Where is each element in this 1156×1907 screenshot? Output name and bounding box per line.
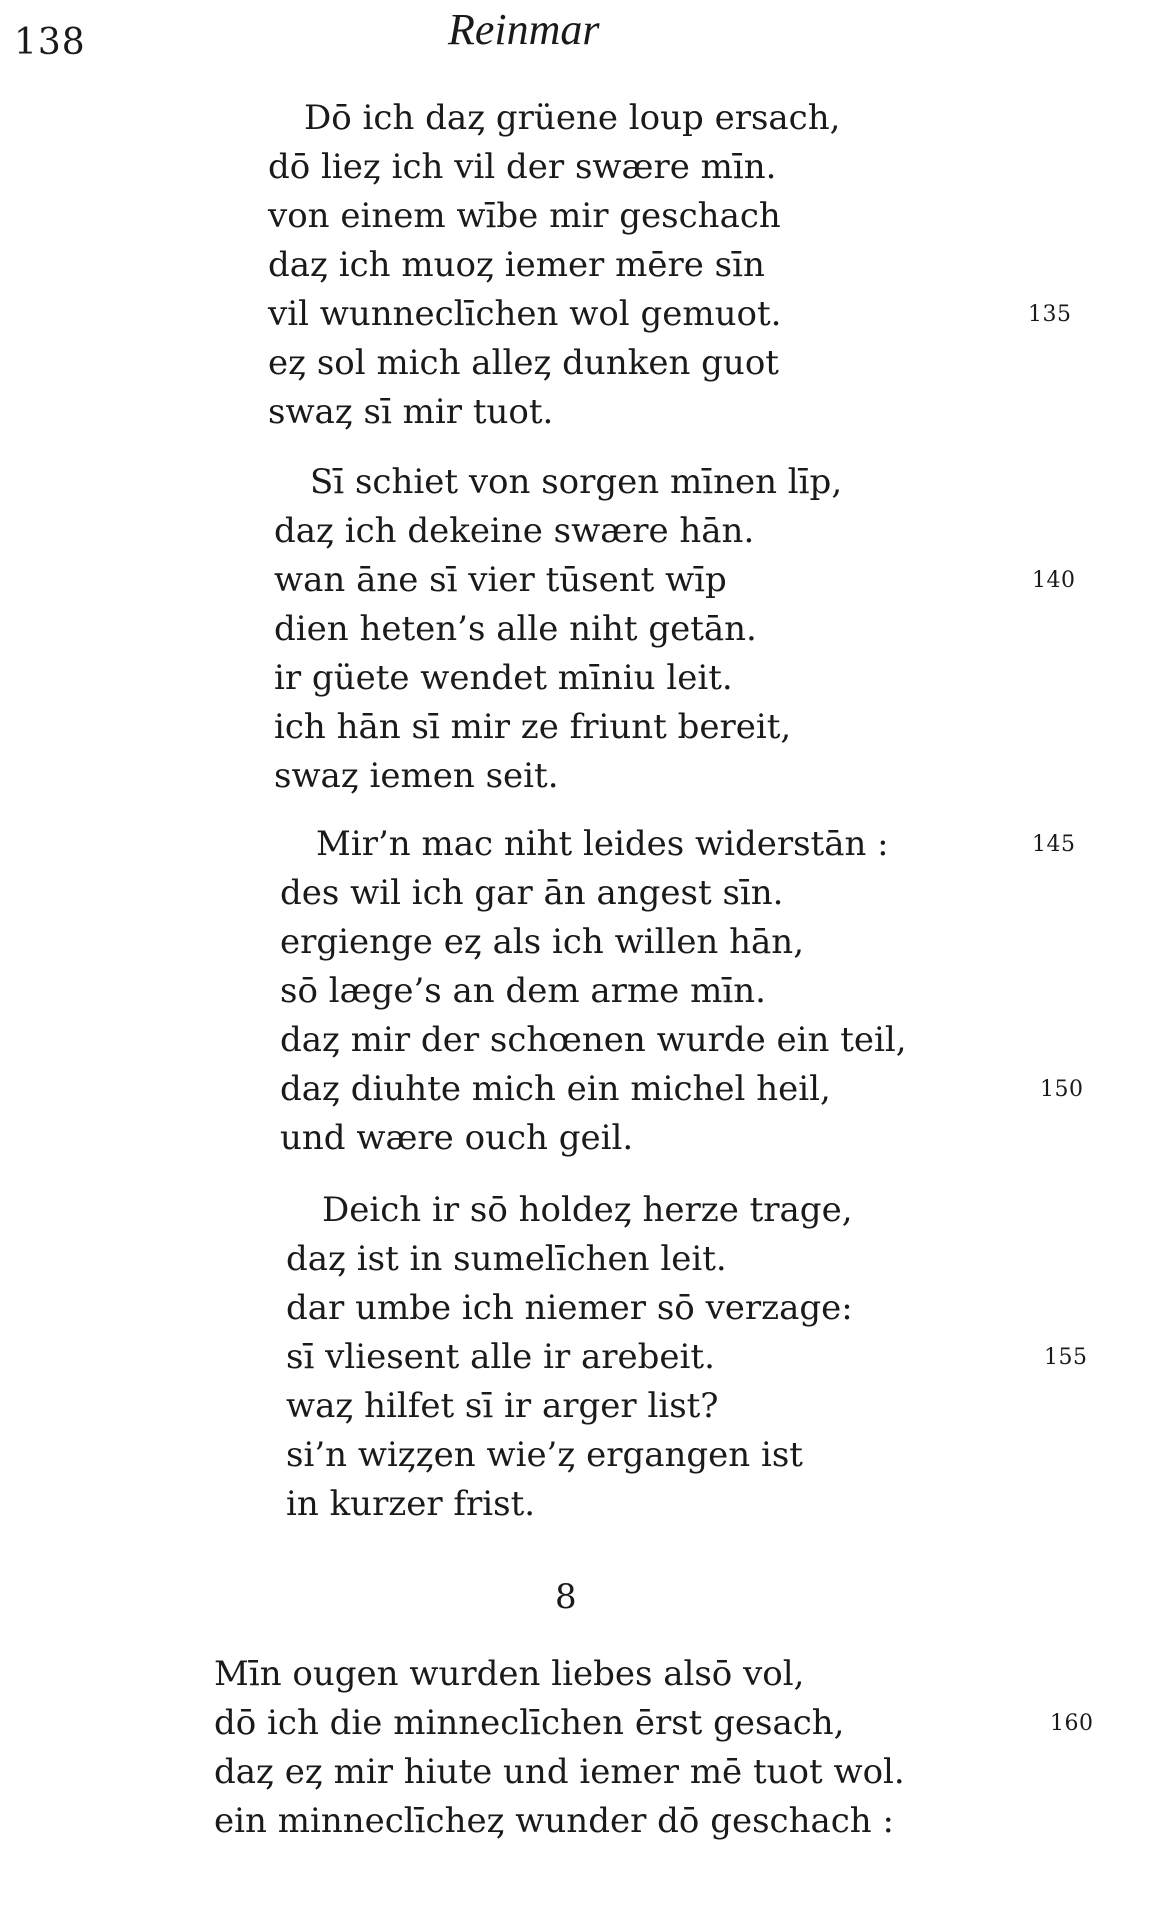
verse-line [280, 869, 1080, 918]
line-number: 145 [1032, 832, 1076, 857]
verse-text: sī vliesent alle ir arebeit. [286, 1337, 715, 1377]
verse-text: daȥ mir der schœnen wurde ein teil, [280, 1020, 907, 1060]
page-header [0, 0, 1156, 70]
line-number: 135 [1028, 302, 1072, 327]
verse-line [280, 918, 1080, 967]
verse-line [214, 1699, 1094, 1748]
verse-text: Sī schiet von sorgen mīnen līp, [310, 462, 843, 502]
line-number: 160 [1050, 1711, 1094, 1736]
verse-text: dō lieȥ ich vil der swære mīn. [268, 147, 777, 187]
verse-text: und wære ouch geil. [280, 1118, 634, 1158]
stanza-section-8 [214, 1650, 1094, 1846]
line-number: 150 [1040, 1077, 1084, 1102]
verse-line [274, 605, 1074, 654]
verse-text: waȥ hilfet sī ir arger list? [286, 1386, 719, 1426]
verse-line [268, 143, 1068, 192]
section-number: 8 [555, 1577, 577, 1617]
verse-text: in kurzer frist. [286, 1484, 536, 1524]
verse-text: dō ich die minneclīchen ērst gesach, [214, 1703, 845, 1743]
verse-line [286, 1431, 1086, 1480]
line-number: 155 [1044, 1345, 1088, 1370]
verse-line [274, 507, 1074, 556]
verse-line [268, 388, 1068, 437]
page-number: 138 [14, 22, 86, 63]
verse-text: swaȥ sī mir tuot. [268, 392, 554, 432]
stanza-3 [280, 820, 1084, 1163]
verse-line [286, 1284, 1086, 1333]
verse-line [280, 1065, 1084, 1114]
verse-text: dar umbe ich niemer sō verzage: [286, 1288, 853, 1328]
verse-line [286, 1186, 1086, 1235]
verse-line [268, 339, 1068, 388]
verse-line [286, 1480, 1086, 1529]
verse-text: ir güete wendet mīniu leit. [274, 658, 733, 698]
verse-text: sō læge’s an dem arme mīn. [280, 971, 766, 1011]
verse-text: ein minneclīcheȥ wunder dō geschach : [214, 1801, 894, 1841]
verse-text: eȥ sol mich alleȥ dunken guot [268, 343, 779, 383]
verse-line [214, 1797, 1014, 1846]
verse-line [280, 1016, 1080, 1065]
verse-line [268, 192, 1068, 241]
verse-text: ergienge eȥ als ich willen hān, [280, 922, 805, 962]
stanza-2 [274, 458, 1074, 801]
verse-text: des wil ich gar ān angest sīn. [280, 873, 784, 913]
verse-line [286, 1382, 1086, 1431]
verse-text: daȥ ich muoȥ iemer mēre sīn [268, 245, 765, 285]
verse-text: wan āne sī vier tūsent wīp [274, 560, 727, 600]
stanza-4 [286, 1186, 1086, 1529]
verse-line [286, 1235, 1086, 1284]
verse-line [268, 241, 1068, 290]
verse-text: daȥ ich dekeine swære hān. [274, 511, 755, 551]
verse-line [268, 94, 1068, 143]
verse-text: dien heten’s alle niht getān. [274, 609, 757, 649]
verse-line [274, 752, 1074, 801]
verse-line [214, 1650, 1014, 1699]
verse-text: vil wunneclīchen wol gemuot. [268, 294, 782, 334]
verse-text: ich hān sī mir ze friunt bereit, [274, 707, 792, 747]
verse-text: von einem wībe mir geschach [268, 196, 781, 236]
verse-line [268, 290, 1072, 339]
stanza-1 [268, 94, 1072, 437]
verse-line [274, 556, 1074, 605]
verse-line [280, 820, 1080, 869]
verse-text: Mīn ougen wurden liebes alsō vol, [214, 1654, 805, 1694]
verse-text: Dō ich daȥ grüene loup ersach, [304, 98, 841, 138]
verse-text: swaȥ iemen seit. [274, 756, 559, 796]
verse-line [280, 967, 1080, 1016]
verse-text: daȥ eȥ mir hiute und iemer mē tuot wol. [214, 1752, 905, 1792]
running-head: Reinmar [448, 5, 600, 54]
verse-line [274, 458, 1074, 507]
line-number: 140 [1032, 568, 1076, 593]
verse-text: daȥ ist in sumelīchen leit. [286, 1239, 727, 1279]
verse-text: si’n wiȥȥen wie’ȥ ergangen ist [286, 1435, 803, 1475]
verse-text: Deich ir sō holdeȥ herze trage, [322, 1190, 853, 1230]
verse-line [280, 1114, 1080, 1163]
verse-line [286, 1333, 1086, 1382]
verse-text: daȥ diuhte mich ein michel heil, [280, 1069, 831, 1109]
verse-text: Mir’n mac niht leides widerstān : [316, 824, 889, 864]
verse-line [274, 654, 1074, 703]
verse-line [214, 1748, 1014, 1797]
verse-line [274, 703, 1074, 752]
